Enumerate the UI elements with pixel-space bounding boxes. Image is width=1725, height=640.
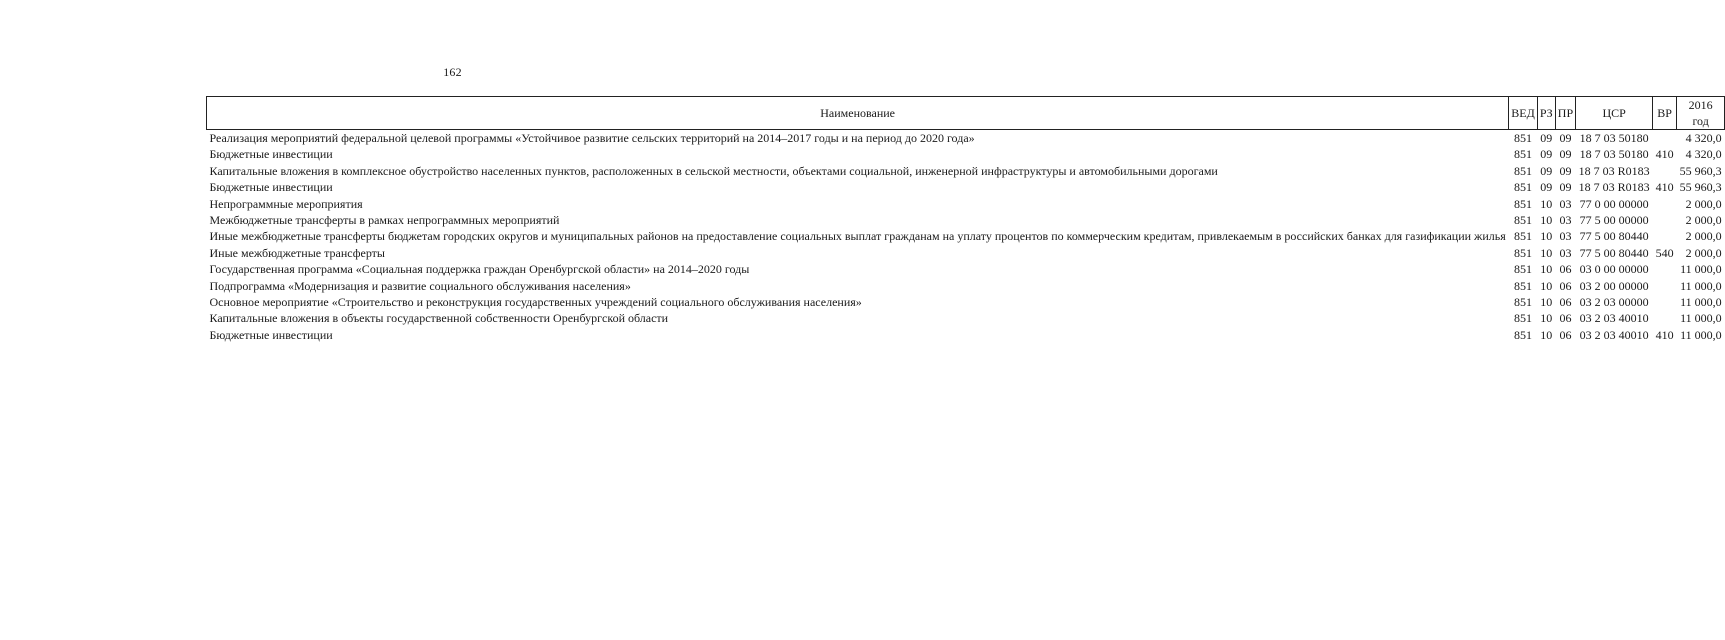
table-row xyxy=(207,228,1725,244)
row-amount: 11 000,0 xyxy=(1680,311,1722,326)
header-vr: ВР xyxy=(1653,97,1677,130)
row-vr: 410 xyxy=(1655,180,1674,195)
budget-table xyxy=(206,96,1725,343)
row-name: Иные межбюджетные трансферты xyxy=(209,245,385,260)
table-row xyxy=(207,294,1725,310)
row-pr: 09 xyxy=(1559,180,1572,195)
row-csr: 03 2 03 00000 xyxy=(1579,295,1649,310)
header-pr: ПР xyxy=(1555,97,1575,130)
row-name: Капитальные вложения в комплексное обустройство населенных пунктов, расположенных в сельской местности, объектами социальной, инженерной инфраструктуры и автомобильными дорогами xyxy=(209,163,1218,178)
row-vr xyxy=(1653,196,1677,212)
row-pr: 06 xyxy=(1559,262,1572,277)
row-vr xyxy=(1653,130,1677,147)
row-vr xyxy=(1653,294,1677,310)
row-name: Межбюджетные трансферты в рамках непрограммных мероприятий xyxy=(209,213,560,228)
row-vr xyxy=(1653,310,1677,326)
row-amount: 2 000,0 xyxy=(1685,196,1722,211)
row-name: Бюджетные инвестиции xyxy=(209,180,333,195)
row-csr: 18 7 03 R0183 xyxy=(1578,180,1650,195)
row-csr: 18 7 03 R0183 xyxy=(1578,163,1650,178)
row-pr: 06 xyxy=(1559,278,1572,293)
table-row xyxy=(207,212,1725,228)
table-row xyxy=(207,146,1725,162)
row-pr: 03 xyxy=(1559,213,1572,228)
row-ved: 851 xyxy=(1514,311,1533,326)
header-year: 2016 год xyxy=(1677,97,1725,130)
row-ved: 851 xyxy=(1514,147,1533,162)
table-body xyxy=(207,130,1725,344)
row-name: Государственная программа «Социальная поддержка граждан Оренбургской области» на 2014–2020 годы xyxy=(209,262,750,277)
row-vr xyxy=(1653,212,1677,228)
row-name: Реализация мероприятий федеральной целевой программы «Устойчивое развитие сельских территорий на 2014–2017 годы и на период до 2020 года» xyxy=(209,131,975,145)
row-amount: 11 000,0 xyxy=(1680,278,1722,293)
row-rz: 10 xyxy=(1540,311,1553,326)
page-number: 162 xyxy=(443,65,462,79)
table-row xyxy=(207,196,1725,212)
row-vr: 410 xyxy=(1655,147,1674,162)
row-name: Основное мероприятие «Строительство и реконструкция государственных учреждений социального обслуживания населения» xyxy=(209,295,862,310)
table-row xyxy=(207,261,1725,277)
row-name: Непрограммные мероприятия xyxy=(209,196,363,211)
row-rz: 10 xyxy=(1540,196,1553,211)
table-row xyxy=(207,278,1725,294)
row-amount: 2 000,0 xyxy=(1685,229,1722,244)
row-amount: 2 000,0 xyxy=(1685,245,1722,260)
row-amount: 4 320,0 xyxy=(1685,131,1722,145)
row-name: Бюджетные инвестиции xyxy=(209,327,333,342)
row-name: Подпрограмма «Модернизация и развитие социального обслуживания населения» xyxy=(209,278,631,293)
header-ved: ВЕД xyxy=(1509,97,1538,130)
row-ved: 851 xyxy=(1514,196,1533,211)
row-amount: 2 000,0 xyxy=(1685,213,1722,228)
row-csr: 77 5 00 00000 xyxy=(1579,213,1649,228)
header-csr: ЦСР xyxy=(1576,97,1653,130)
table-row xyxy=(207,163,1725,179)
row-pr: 09 xyxy=(1559,147,1572,162)
row-amount: 55 960,3 xyxy=(1679,180,1722,195)
row-vr: 540 xyxy=(1655,245,1674,260)
row-ved: 851 xyxy=(1514,213,1533,228)
table-header xyxy=(207,97,1725,130)
table-row xyxy=(207,130,1725,147)
header-name: Наименование xyxy=(207,97,1509,130)
row-ved: 851 xyxy=(1514,131,1533,145)
row-rz: 09 xyxy=(1540,147,1553,162)
row-pr: 06 xyxy=(1559,327,1572,342)
row-rz: 10 xyxy=(1540,278,1553,293)
row-amount: 55 960,3 xyxy=(1679,163,1722,178)
row-csr: 18 7 03 50180 xyxy=(1579,131,1649,145)
row-amount: 11 000,0 xyxy=(1680,327,1722,342)
row-name: Капитальные вложения в объекты государственной собственности Оренбургской области xyxy=(209,311,669,326)
row-pr: 03 xyxy=(1559,245,1572,260)
table-row xyxy=(207,179,1725,195)
row-amount: 4 320,0 xyxy=(1685,147,1722,162)
row-ved: 851 xyxy=(1514,327,1533,342)
row-ved: 851 xyxy=(1514,278,1533,293)
row-amount: 11 000,0 xyxy=(1680,295,1722,310)
row-ved: 851 xyxy=(1514,163,1533,178)
row-amount: 11 000,0 xyxy=(1680,262,1722,277)
row-rz: 10 xyxy=(1540,262,1553,277)
row-rz: 10 xyxy=(1540,245,1553,260)
row-pr: 09 xyxy=(1559,131,1572,145)
row-name: Иные межбюджетные трансферты бюджетам городских округов и муниципальных районов на предоставление социальных выплат гражданам на уплату процентов по коммерческим кредитам, привлекаемым в российских банках для газификации жилья xyxy=(209,229,1506,244)
row-rz: 09 xyxy=(1540,131,1553,145)
row-vr: 410 xyxy=(1655,327,1674,342)
row-vr xyxy=(1653,278,1677,294)
table-row xyxy=(207,310,1725,326)
row-name: Бюджетные инвестиции xyxy=(209,147,333,162)
row-ved: 851 xyxy=(1514,245,1533,260)
row-rz: 10 xyxy=(1540,229,1553,244)
row-pr: 06 xyxy=(1559,295,1572,310)
row-ved: 851 xyxy=(1514,262,1533,277)
row-csr: 77 5 00 80440 xyxy=(1579,229,1649,244)
row-csr: 18 7 03 50180 xyxy=(1579,147,1649,162)
row-csr: 03 2 03 40010 xyxy=(1579,311,1649,326)
row-csr: 77 5 00 80440 xyxy=(1579,245,1649,260)
row-pr: 03 xyxy=(1559,196,1572,211)
header-rz: РЗ xyxy=(1537,97,1555,130)
row-rz: 10 xyxy=(1540,213,1553,228)
row-rz: 10 xyxy=(1540,327,1553,342)
row-pr: 09 xyxy=(1559,163,1572,178)
row-rz: 09 xyxy=(1540,163,1553,178)
row-rz: 10 xyxy=(1540,295,1553,310)
row-vr xyxy=(1653,261,1677,277)
row-csr: 03 2 03 40010 xyxy=(1579,327,1649,342)
row-ved: 851 xyxy=(1514,295,1533,310)
row-csr: 77 0 00 00000 xyxy=(1579,196,1649,211)
row-ved: 851 xyxy=(1514,229,1533,244)
row-pr: 06 xyxy=(1559,311,1572,326)
row-csr: 03 0 00 00000 xyxy=(1579,262,1649,277)
table-row xyxy=(207,245,1725,261)
row-vr xyxy=(1653,228,1677,244)
row-rz: 09 xyxy=(1540,180,1553,195)
row-vr xyxy=(1653,163,1677,179)
table-row xyxy=(207,327,1725,343)
row-pr: 03 xyxy=(1559,229,1572,244)
row-ved: 851 xyxy=(1514,180,1533,195)
row-csr: 03 2 00 00000 xyxy=(1579,278,1649,293)
